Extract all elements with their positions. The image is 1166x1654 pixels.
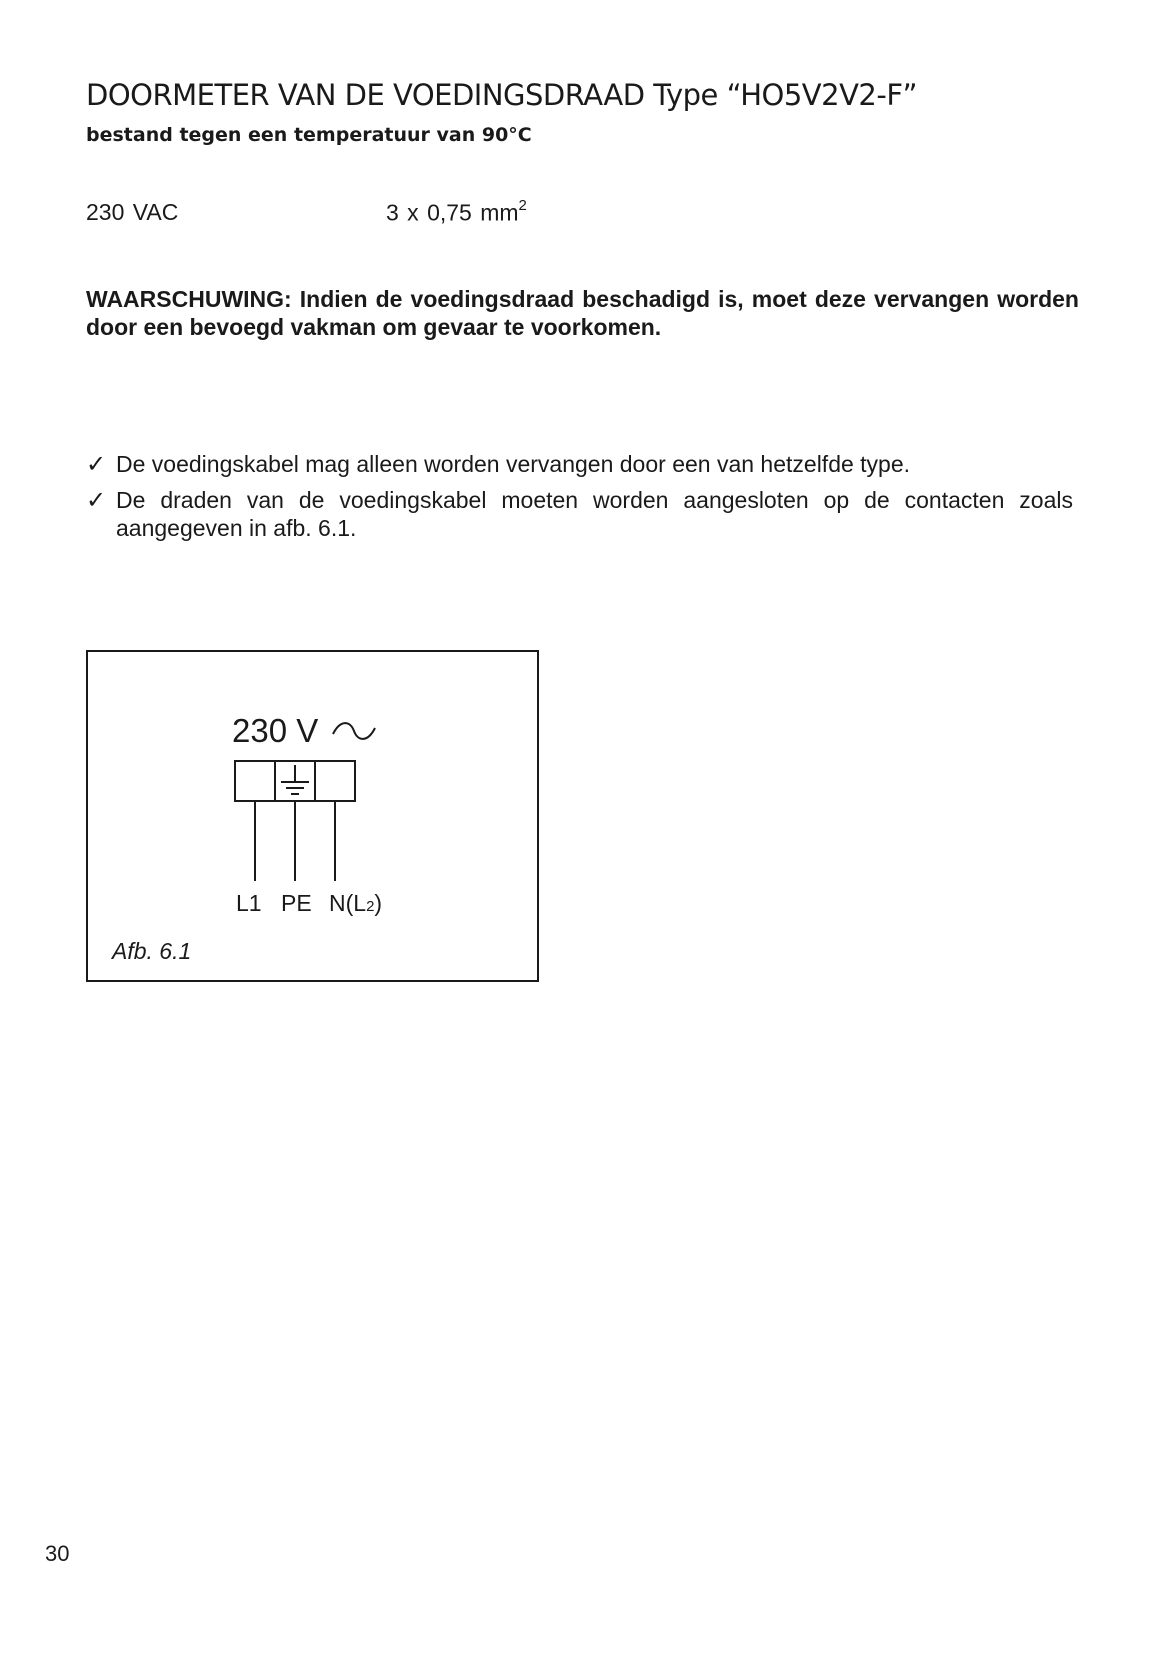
earth-ground-icon — [281, 765, 309, 794]
figure-caption: Afb. 6.1 — [112, 938, 192, 964]
warning-text: WAARSCHUWING: Indien de voedingsdraad beschadigd is, moet deze vervangen worden door een bevoegd vakman om gevaar te voorkomen. — [86, 286, 1079, 340]
page-number: 30 — [45, 1541, 70, 1566]
spec-cross-section — [386, 199, 527, 227]
list-item-text: De voedingskabel mag alleen worden vervangen door een van hetzelfde type. — [116, 451, 911, 477]
wire-label-n-text: N(L — [329, 890, 367, 916]
spec-cross-section-exponent: 2 — [518, 197, 527, 214]
list-item-text: De draden van de voedingskabel moeten worden aangesloten op de contacten zoals aangegeven in afb. 6.1. — [116, 487, 1073, 541]
page-title: DOORMETER VAN DE VOEDINGSDRAAD Type “HO5V2V2-F” — [86, 78, 918, 112]
checklist — [86, 450, 1073, 550]
wire-label-n-suffix: ) — [374, 890, 383, 916]
list-item — [86, 486, 1073, 542]
list-item — [86, 450, 1073, 478]
checkmark-icon: ✓ — [86, 450, 107, 478]
figure-voltage-label: 230 V — [232, 712, 319, 749]
page-subtitle: bestand tegen een temperatuur van 90°C — [86, 124, 532, 146]
spec-voltage: 230 VAC — [86, 199, 179, 225]
wire-label-pe: PE — [281, 890, 312, 916]
spec-cross-section-value: 3 x 0,75 mm — [386, 199, 519, 226]
wiring-figure — [86, 650, 539, 982]
terminal-block — [88, 652, 537, 980]
wire-label-n-subscript: 2 — [366, 898, 375, 915]
wire-label-l1: L1 — [236, 890, 262, 916]
checkmark-icon: ✓ — [86, 486, 107, 514]
wire-label-n — [329, 890, 382, 917]
